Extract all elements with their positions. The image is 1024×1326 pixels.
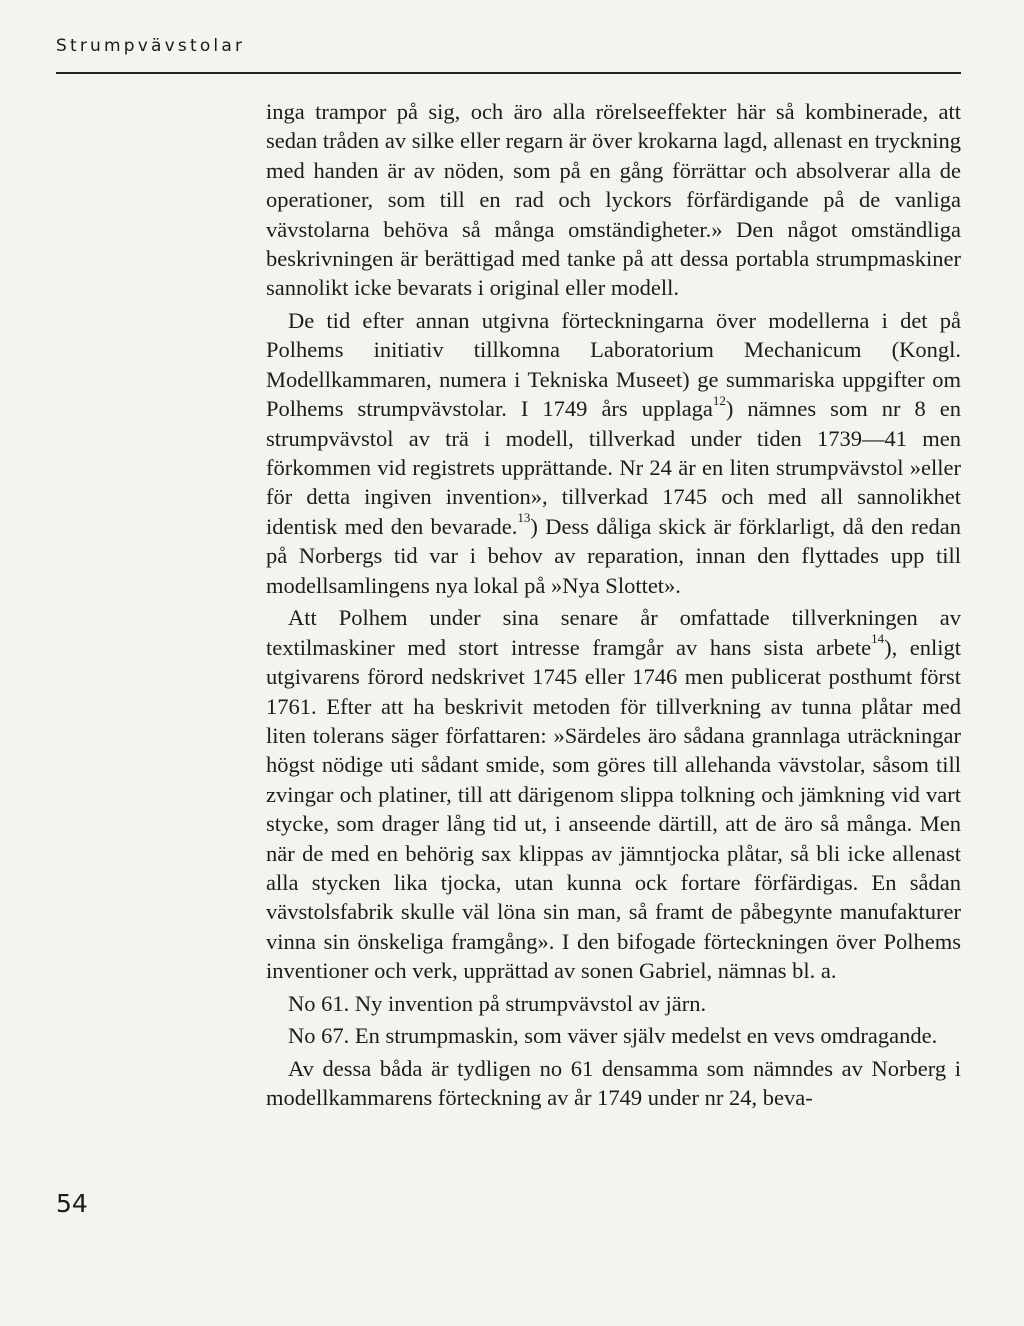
- footnote-ref-14: 14: [871, 631, 885, 647]
- paragraph-3-part-a: Att Polhem under sina senare år omfattade tillverkningen av textilmaskiner med stort intresse framgår av hans sista arbete: [266, 605, 961, 660]
- paragraph-2: [266, 306, 961, 600]
- footnote-ref-12: 12: [712, 392, 726, 408]
- paragraph-1: inga trampor på sig, och äro alla rörelseeffekter här så kombinerade, att sedan tråden av silke eller regarn är över krokarna lagd, allenast en tryckning med handen är av nöden, som på en gång förrättar och absolverar alla de operationer, som till en rad och lyckors förfärdigande på de vanliga vävstolarna behöva så många omständigheter.» Den något omständliga beskrivningen är berättigad med tanke på att dessa portabla strumpmaskiner sannolikt icke bevarats i original eller modell.: [266, 99, 961, 301]
- paragraph-2-part-b: ) nämnes som nr 8 en strumpvävstol av trä i modell, tillverkad under tiden 1739—41 men förkommen vid registrets upprättande. Nr 24 är en liten strumpvävstol »eller för detta ingiven invention», tillverkad 1745 och med all sannolikhet identisk med den bevarade.: [266, 396, 961, 539]
- paragraph-2-part-a: De tid efter annan utgivna förteckningarna över modellerna i det på Polhems initiativ tillkomna Laboratorium Mechanicum (Kongl. Modellkammaren, numera i Tekniska Museet) ge summariska uppgifter om Polhems strumpvävstolar. I 1749 års upplaga: [266, 308, 961, 422]
- list-item-no-61: No 61. Ny invention på strumpvävstol av järn.: [288, 990, 707, 1016]
- paragraph-3-part-b: ), enligt utgivarens förord nedskrivet 1745 eller 1746 men publicerat posthumt först 1761. Efter att ha beskrivit metoden för tillverkning av tunna plåtar med liten tolerans säger författaren: »Särdeles äro sådana grannlaga uträckningar högst nödige uti sådant smide, som göres till allehanda vävstolar, såsom till zvingar och platiner, till att därigenom slippa tolkning och jämkning vid vart stycke, som drager lång tid ut, i anseende därtill, att de äro så många. Men när de med en behörig sax klippas av jämntjocka plåtar, så bli icke allenast alla stycken lika tjocka, utan kunna ock fortare förfärdigas. En sådan vävstolsfabrik skulle väl löna sin man, så framt de påbegynte manufakturer vinna sin önskeliga framgång». I den bifogade förteckningen över Polhems inventioner och verk, upprättad av sonen Gabriel, nämnas bl. a.: [266, 634, 962, 984]
- paragraph-2-part-c: ) Dess dåliga skick är förklarligt, då den redan på Norbergs tid var i behov av reparation, innan den flyttades upp till modellsamlingens nya lokal på »Nya Slottet».: [266, 513, 961, 598]
- page-number: 54: [56, 1189, 88, 1218]
- running-header: Strumpvävstolar: [56, 36, 246, 56]
- header-rule: [56, 72, 961, 74]
- paragraph-3: [266, 603, 961, 985]
- list-item-no-67: No 67. En strumpmaskin, som väver själv medelst en vevs omdragande.: [288, 1023, 938, 1049]
- body-text: [266, 97, 961, 1116]
- footnote-ref-13: 13: [517, 510, 531, 526]
- paragraph-4: Av dessa båda är tydligen no 61 densamma som nämndes av Norberg i modellkammarens förteckning av år 1749 under nr 24, beva-: [266, 1055, 961, 1111]
